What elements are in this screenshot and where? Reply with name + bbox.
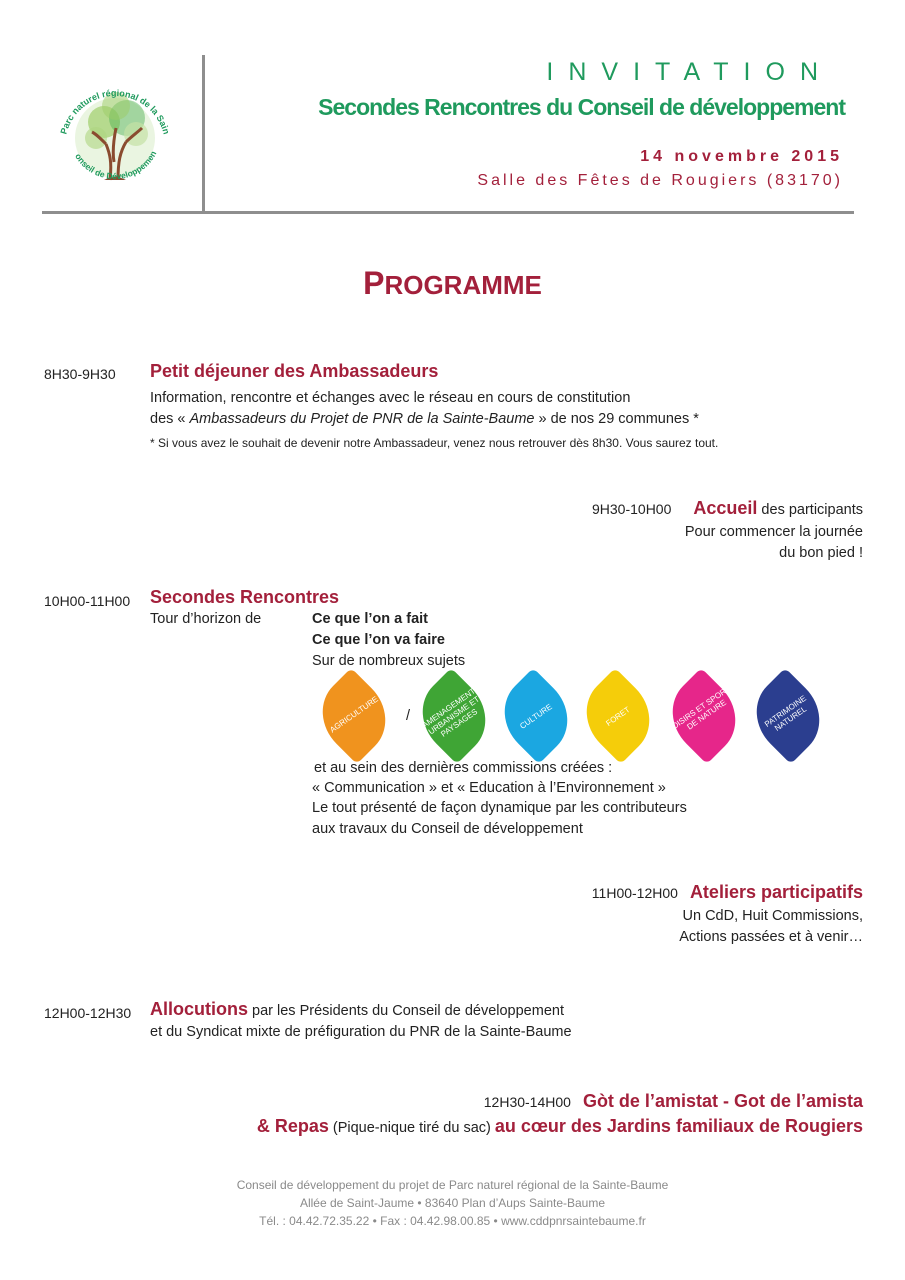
s6-heading: Gòt de l’amistat - Got de l’amista bbox=[582, 1091, 863, 1111]
s1-line1: Information, rencontre et échanges avec le réseau en cours de constitution bbox=[150, 390, 631, 406]
s6-line2 bbox=[257, 1116, 863, 1139]
s4-line1: Un CdD, Huit Commissions, bbox=[682, 908, 863, 924]
s6-time: 12H30-14H00 bbox=[483, 1094, 571, 1110]
commission-leaves bbox=[308, 676, 848, 760]
logo bbox=[52, 62, 178, 200]
s6-jardins: au cœur des Jardins familiaux de Rougiers bbox=[494, 1116, 863, 1136]
title-initial: P bbox=[363, 265, 385, 301]
header-horizontal-rule bbox=[42, 211, 854, 214]
leaf-label-culture: CULTURE bbox=[518, 702, 554, 731]
s2-heading-suffix: des participants bbox=[757, 502, 863, 518]
event-subtitle: Secondes Rencontres du Conseil de développement bbox=[318, 94, 845, 120]
s3-line3: Sur de nombreux sujets bbox=[312, 653, 466, 669]
leaf-separator: / bbox=[406, 708, 411, 724]
s2-heading: Accueil bbox=[693, 498, 758, 518]
s3-time: 10H00-11H00 bbox=[44, 593, 131, 609]
s1-note: * Si vous avez le souhait de devenir notre Ambassadeur, venez nous retrouver dès 8h30. Vous saurez tout. bbox=[150, 436, 719, 450]
leaf-label-loisirs: LOISIRS ET SPORTS DE NATURE bbox=[666, 681, 737, 734]
s1-time: 8H30-9H30 bbox=[44, 366, 116, 382]
leaf-label-amenagement: AMENAGEMENT URBANISME ET PAYSAGES bbox=[420, 686, 482, 739]
s3-tour: Tour d’horizon de bbox=[150, 611, 262, 627]
s3-bold1: Ce que l’on a fait bbox=[312, 611, 429, 627]
s5-heading-suffix: par les Présidents du Conseil de développement bbox=[248, 1003, 564, 1019]
s4-heading-line bbox=[592, 882, 863, 905]
s5-line2: et du Syndicat mixte de préfiguration du PNR de la Sainte-Baume bbox=[150, 1024, 572, 1040]
footer-line1: Conseil de développement du projet de Parc naturel régional de la Sainte-Baume bbox=[236, 1178, 669, 1192]
s3-after2: « Communication » et « Education à l’Environnement » bbox=[312, 780, 666, 796]
footer-line3: Tél. : 04.42.72.35.22 • Fax : 04.42.98.00.85 • www.cddpnrsaintebaume.fr bbox=[259, 1214, 646, 1228]
s1-line2 bbox=[150, 409, 699, 430]
s4-time: 11H00-12H00 bbox=[591, 885, 678, 901]
logo-arc-subtext: onseil de Développemen bbox=[73, 149, 159, 182]
s1-line2-italic: Ambassadeurs du Projet de PNR de la Sainte-Baume bbox=[189, 411, 535, 427]
leaf-label-agriculture: AGRICULTURE bbox=[328, 694, 380, 735]
s1-line2-post: » de nos 29 communes * bbox=[534, 411, 699, 427]
leaf-label-foret: FORET bbox=[604, 705, 632, 728]
s5-heading-line bbox=[150, 999, 564, 1022]
s5-heading: Allocutions bbox=[150, 999, 248, 1019]
invitation-heading: INVITATION bbox=[546, 58, 833, 86]
s3-after1: et au sein des dernières commissions créées : bbox=[314, 760, 613, 776]
s3-bold2: Ce que l’on va faire bbox=[312, 632, 445, 648]
footer-line2: Allée de Saint-Jaume • 83640 Plan d’Aups Sainte-Baume bbox=[299, 1196, 606, 1210]
s2-line2: du bon pied ! bbox=[779, 545, 863, 561]
s6-heading-line bbox=[484, 1091, 863, 1114]
event-date: 14 novembre 2015 bbox=[640, 148, 843, 165]
header-vertical-rule bbox=[202, 55, 205, 213]
s6-repas: & Repas bbox=[256, 1116, 329, 1136]
s2-line1: Pour commencer la journée bbox=[684, 524, 863, 540]
page-title bbox=[0, 265, 905, 302]
s3-heading: Secondes Rencontres bbox=[150, 587, 340, 607]
s6-pique-nique: (Pique-nique tiré du sac) bbox=[328, 1120, 495, 1136]
title-rest: ROGRAMME bbox=[384, 270, 542, 300]
s4-line2: Actions passées et à venir… bbox=[679, 929, 863, 945]
tree-logo-icon bbox=[52, 62, 178, 200]
s4-heading: Ateliers participatifs bbox=[689, 882, 863, 902]
footer bbox=[0, 1176, 905, 1230]
s3-after4: aux travaux du Conseil de développement bbox=[312, 821, 583, 837]
s1-heading: Petit déjeuner des Ambassadeurs bbox=[150, 361, 439, 381]
s5-time: 12H00-12H30 bbox=[44, 1005, 132, 1021]
s3-after3: Le tout présenté de façon dynamique par les contributeurs bbox=[312, 800, 687, 816]
s2-time: 9H30-10H00 bbox=[591, 501, 672, 517]
s2-heading-line bbox=[592, 498, 863, 521]
leaf-label-patrimoine: PATRIMOINE NATUREL bbox=[762, 693, 809, 733]
logo-arc-text: Parc naturel régional de la Sain bbox=[58, 87, 172, 136]
s1-line2-pre: des « bbox=[150, 411, 190, 427]
event-venue: Salle des Fêtes de Rougiers (83170) bbox=[477, 172, 843, 189]
